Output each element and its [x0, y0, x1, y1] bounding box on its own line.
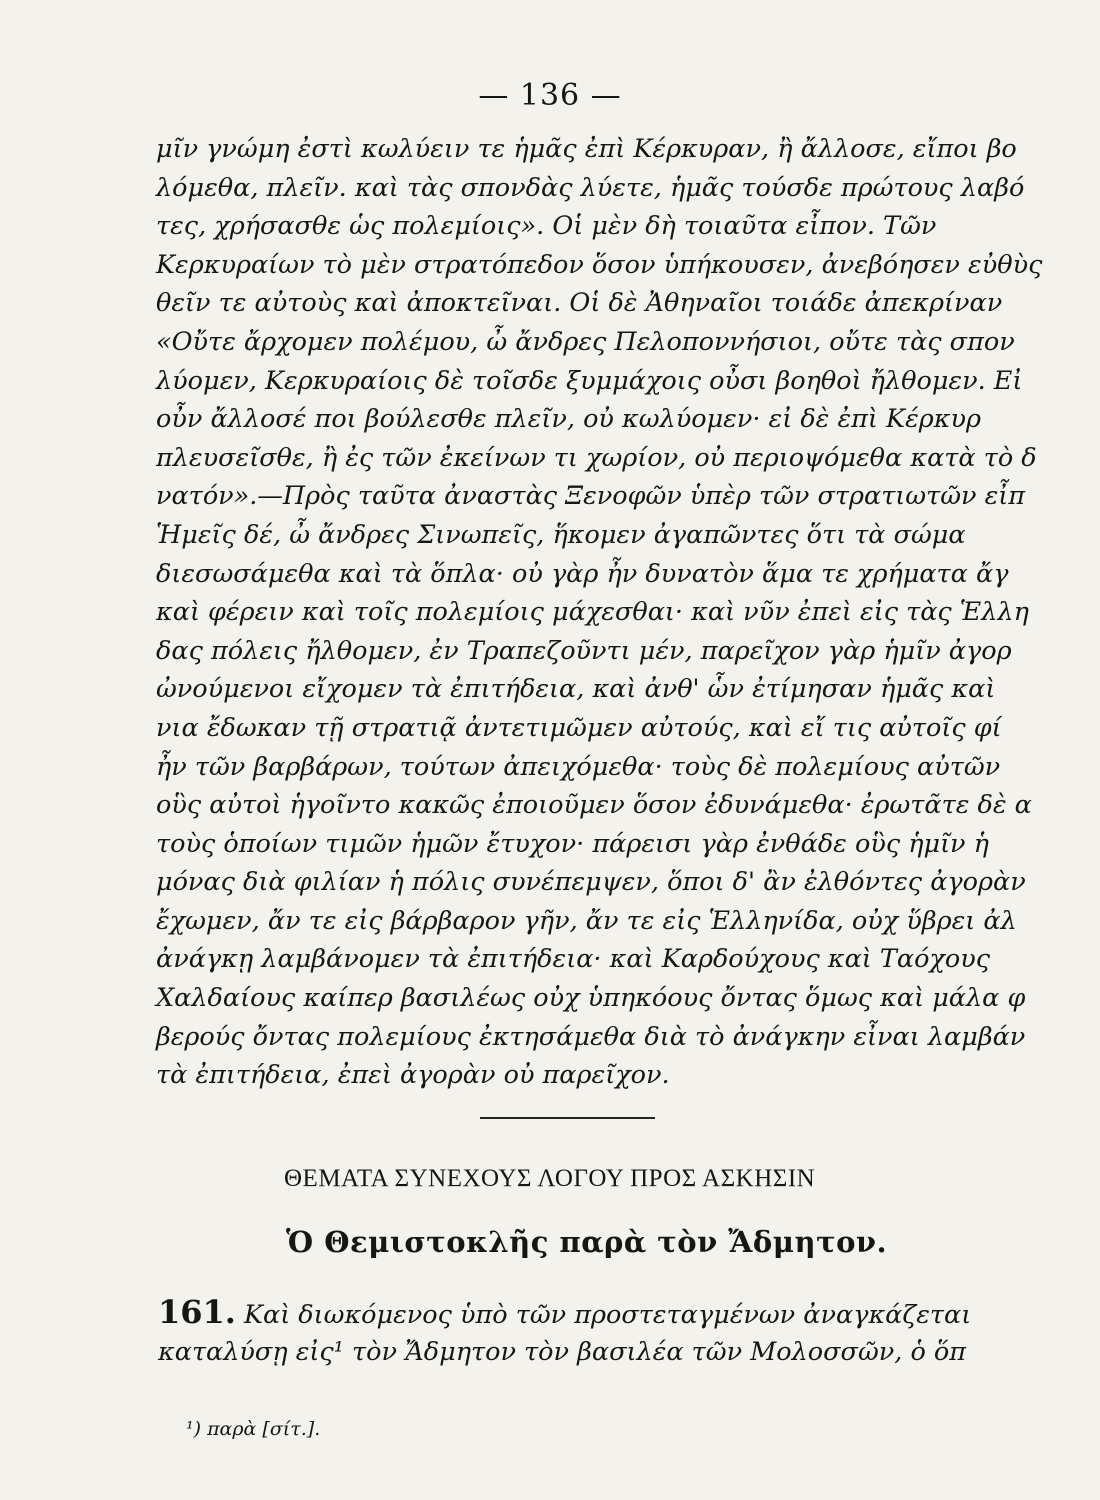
text-line: νατόν».—Πρὸς ταῦτα ἀναστὰς Ξενοφῶν ὑπὲρ τῶν στρατιωτῶν εἶπ [156, 481, 1026, 512]
text-line: ἀνάγκῃ λαμβάνομεν τὰ ἐπιτήδεια· καὶ Καρδούχους καὶ Ταόχους [156, 944, 991, 975]
text-line: διεσωσάμεθα καὶ τὰ ὅπλα· οὐ γὰρ ἦν δυνατὸν ἅμα τε χρήματα ἄγ [156, 558, 1009, 589]
text-line: λύομεν, Κερκυραίοις δὲ τοῖσδε ξυμμάχοις οὖσι βοηθοὶ ἤλθομεν. Εἰ [156, 365, 1023, 396]
exercise-line-text: Καὶ διωκόμενος ὑπὸ τῶν προστεταγμένων ἀναγκάζεται [243, 1300, 972, 1330]
section-heading: ΘΕΜΑΤΑ ΣΥΝΕΧΟΥΣ ΛΟΓΟΥ ΠΡΟΣ ΑΣΚΗΣΙΝ [284, 1165, 816, 1192]
text-line: ὠνούμενοι εἴχομεν τὰ ἐπιτήδεια, καὶ ἀνθ' ὧν ἐτίμησαν ἡμᾶς καὶ [156, 674, 996, 705]
page-number: — 136 — [478, 78, 622, 113]
exercise-title: Ὁ Θεμιστοκλῆς παρὰ τὸν Ἄδμητον. [286, 1225, 888, 1259]
text-line: νια ἔδωκαν τῇ στρατιᾷ ἀντετιμῶμεν αὐτούς, καὶ εἴ τις αὐτοῖς φί [156, 712, 1002, 743]
footnote: ¹) παρὰ [σίτ.]. [186, 1418, 321, 1440]
exercise-number: 161. [158, 1293, 236, 1331]
text-line: πλευσεῖσθε, ἢ ἐς τῶν ἐκείνων τι χωρίον, οὐ περιοψόμεθα κατὰ τὸ δ [156, 442, 1037, 473]
text-line: ἦν τῶν βαρβάρων, τούτων ἀπειχόμεθα· τοὺς δὲ πολεμίους αὐτῶν [156, 751, 1001, 782]
body-text [156, 130, 1043, 1095]
text-line: λόμεθα, πλεῖν. καὶ τὰς σπονδὰς λύετε, ἡμᾶς τούσδε πρώτους λαβό [156, 172, 1025, 203]
text-line: τὰ ἐπιτήδεια, ἐπεὶ ἀγορὰν οὐ παρεῖχον. [156, 1060, 670, 1091]
text-line: θεῖν τε αὐτοὺς καὶ ἀποκτεῖναι. Οἱ δὲ Ἀθηναῖοι τοιάδε ἀπεκρίναν [156, 288, 1003, 319]
text-line: τοὺς ὁποίων τιμῶν ἡμῶν ἔτυχον· πάρεισι γὰρ ἐνθάδε οὓς ἡμῖν ἡ [156, 828, 989, 859]
text-line: τες, χρήσασθε ὡς πολεμίοις». Οἱ μὲν δὴ τοιαῦτα εἶπον. Τῶν [156, 211, 937, 242]
text-line: ἔχωμεν, ἄν τε εἰς βάρβαρον γῆν, ἄν τε εἰς Ἑλληνίδα, οὐχ ὕβρει ἀλ [156, 905, 1017, 936]
text-line: μῖν γνώμη ἐστὶ κωλύειν τε ἡμᾶς ἐπὶ Κέρκυραν, ἢ ἄλλοσε, εἴποι βο [156, 134, 1017, 164]
exercise-text [158, 1292, 978, 1372]
text-line: Χαλδαίους καίπερ βασιλέως οὐχ ὑπηκόους ὄντας ὅμως καὶ μάλα φ [156, 983, 1026, 1014]
exercise-line: καταλύσῃ εἰς¹ τὸν Ἄδμητον τὸν βασιλέα τῶν Μολοσσῶν, ὁ ὅπ [158, 1337, 967, 1367]
section-divider [480, 1117, 655, 1119]
text-line: βερούς ὄντας πολεμίους ἐκτησάμεθα διὰ τὸ ἀνάγκην εἶναι λαμβάν [156, 1021, 1026, 1052]
text-line: καὶ φέρειν καὶ τοῖς πολεμίοις μάχεσθαι· καὶ νῦν ἐπεὶ εἰς τὰς Ἑλλη [156, 597, 1029, 628]
text-line: μόνας διὰ φιλίαν ἡ πόλις συνέπεμψεν, ὅποι δ' ἂν ἐλθόντες ἀγορὰν [156, 867, 1026, 898]
text-line: Κερκυραίων τὸ μὲν στρατόπεδον ὅσον ὑπήκουσεν, ἀνεβόησεν εὐθὺς [156, 249, 1043, 280]
text-line: οὓς αὐτοὶ ἡγοῖντο κακῶς ἐποιοῦμεν ὅσον ἐδυνάμεθα· ἐρωτᾶτε δὲ α [156, 790, 1032, 821]
exercise-line [158, 1292, 978, 1332]
text-line: οὖν ἄλλοσέ ποι βούλεσθε πλεῖν, οὐ κωλύομεν· εἰ δὲ ἐπὶ Κέρκυρ [156, 404, 981, 435]
text-line: «Οὔτε ἄρχομεν πολέμου, ὦ ἄνδρες Πελοποννήσιοι, οὔτε τὰς σπον [156, 326, 1015, 357]
text-line: Ἡμεῖς δέ, ὦ ἄνδρες Σινωπεῖς, ἥκομεν ἀγαπῶντες ὅτι τὰ σώμα [156, 519, 966, 550]
text-line: δας πόλεις ἤλθομεν, ἐν Τραπεζοῦντι μέν, παρεῖχον γὰρ ἡμῖν ἀγορ [156, 635, 1012, 666]
